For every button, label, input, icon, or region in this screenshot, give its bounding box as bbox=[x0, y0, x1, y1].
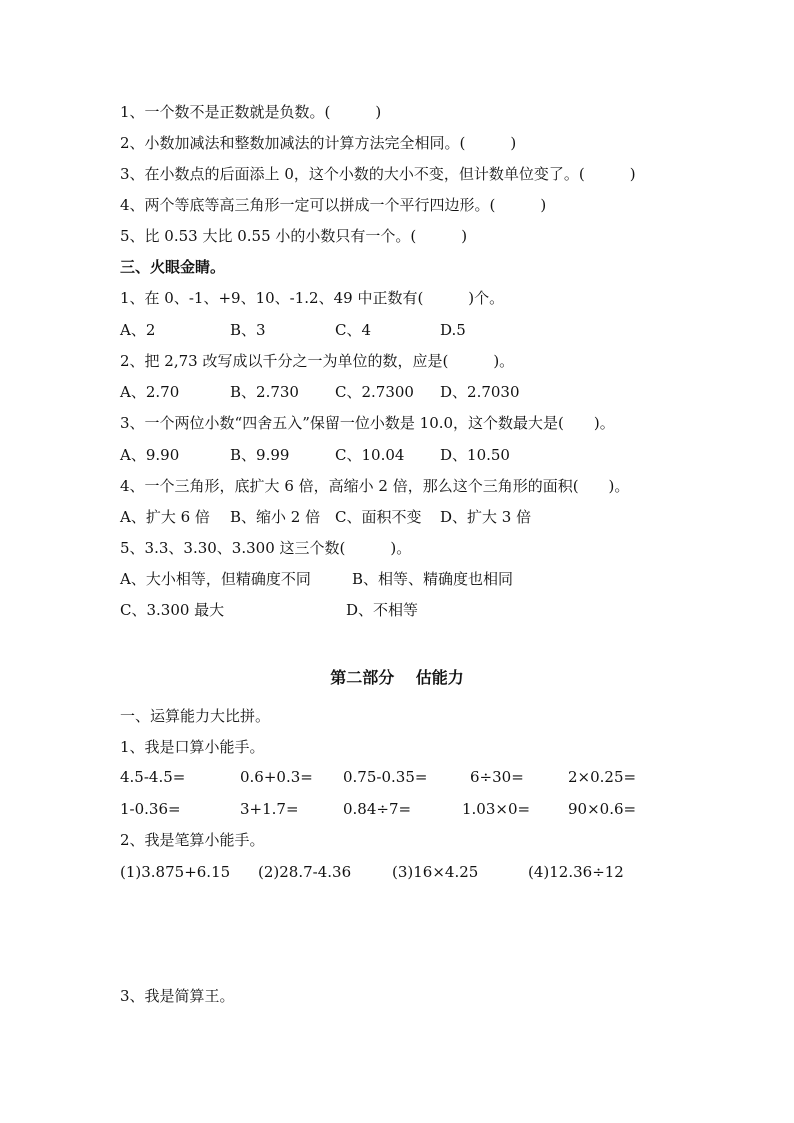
choice-options-1 bbox=[0, 320, 794, 340]
oral-item: 3+1.7= bbox=[240, 800, 299, 818]
option-c: C、3.300 最大 bbox=[120, 601, 225, 619]
written-calc-row bbox=[0, 862, 794, 882]
oral-item: 0.84÷7= bbox=[343, 800, 412, 818]
option-b: B、相等、精确度也相同 bbox=[352, 570, 514, 588]
choice-question-1: 1、在 0、-1、+9、10、-1.2、49 中正数有( )个。 bbox=[120, 289, 505, 307]
option-b: B、9.99 bbox=[230, 446, 290, 464]
option-d: D、扩大 3 倍 bbox=[440, 508, 532, 526]
written-calc-title: 2、我是笔算小能手。 bbox=[120, 831, 265, 849]
oral-item: 1-0.36= bbox=[120, 800, 181, 818]
written-item: (1)3.875+6.15 bbox=[120, 863, 231, 881]
judgement-question-1: 1、一个数不是正数就是负数。( ) bbox=[120, 103, 382, 121]
option-a: A、2 bbox=[120, 321, 156, 339]
oral-calc-row-2 bbox=[0, 799, 794, 819]
judgement-question-3: 3、在小数点的后面添上 0，这个小数的大小不变，但计数单位变了。( ) bbox=[120, 165, 636, 183]
oral-calc-title: 1、我是口算小能手。 bbox=[120, 738, 265, 756]
judgement-question-5: 5、比 0.53 大比 0.55 小的小数只有一个。( ) bbox=[120, 227, 468, 245]
option-b: B、2.730 bbox=[230, 383, 299, 401]
judgement-question-2: 2、小数加减法和整数加减法的计算方法完全相同。( ) bbox=[120, 134, 517, 152]
option-a: A、9.90 bbox=[120, 446, 180, 464]
option-b: B、3 bbox=[230, 321, 266, 339]
option-a: A、大小相等，但精确度不同 bbox=[120, 570, 311, 588]
option-a: A、扩大 6 倍 bbox=[120, 508, 210, 526]
choice-options-2 bbox=[0, 382, 794, 402]
choice-options-5a bbox=[0, 569, 794, 589]
oral-calc-row-1 bbox=[0, 767, 794, 787]
option-d: D、不相等 bbox=[346, 601, 419, 619]
written-item: (4)12.36÷12 bbox=[528, 863, 624, 881]
section-title-3: 三、火眼金睛。 bbox=[120, 258, 226, 276]
choice-options-3 bbox=[0, 445, 794, 465]
option-d: D、10.50 bbox=[440, 446, 510, 464]
oral-item: 0.6+0.3= bbox=[240, 768, 313, 786]
option-a: A、2.70 bbox=[120, 383, 180, 401]
simple-calc-title: 3、我是简算王。 bbox=[120, 987, 235, 1005]
option-c: C、4 bbox=[335, 321, 372, 339]
option-c: C、面积不变 bbox=[335, 508, 422, 526]
choice-options-4 bbox=[0, 507, 794, 527]
judgement-question-4: 4、两个等底等高三角形一定可以拼成一个平行四边形。( ) bbox=[120, 196, 547, 214]
written-item: (2)28.7-4.36 bbox=[258, 863, 352, 881]
option-d: D、2.7030 bbox=[440, 383, 520, 401]
choice-question-2: 2、把 2,73 改写成以千分之一为单位的数，应是( )。 bbox=[120, 352, 515, 370]
oral-item: 6÷30= bbox=[470, 768, 524, 786]
section-title-1: 一、运算能力大比拼。 bbox=[120, 707, 271, 725]
oral-item: 4.5-4.5= bbox=[120, 768, 186, 786]
choice-options-5b bbox=[0, 600, 794, 620]
oral-item: 90×0.6= bbox=[568, 800, 637, 818]
option-d: D.5 bbox=[440, 321, 466, 339]
part-title: 第二部分 估能力 bbox=[330, 668, 464, 687]
written-item: (3)16×4.25 bbox=[392, 863, 479, 881]
option-b: B、缩小 2 倍 bbox=[230, 508, 321, 526]
choice-question-3: 3、一个两位小数“四舍五入”保留一位小数是 10.0，这个数最大是( )。 bbox=[120, 414, 615, 432]
option-c: C、10.04 bbox=[335, 446, 405, 464]
option-c: C、2.7300 bbox=[335, 383, 414, 401]
oral-item: 0.75-0.35= bbox=[343, 768, 428, 786]
choice-question-5: 5、3.3、3.30、3.300 这三个数( )。 bbox=[120, 539, 412, 557]
oral-item: 2×0.25= bbox=[568, 768, 637, 786]
oral-item: 1.03×0= bbox=[462, 800, 531, 818]
choice-question-4: 4、一个三角形，底扩大 6 倍，高缩小 2 倍，那么这个三角形的面积( )。 bbox=[120, 477, 630, 495]
